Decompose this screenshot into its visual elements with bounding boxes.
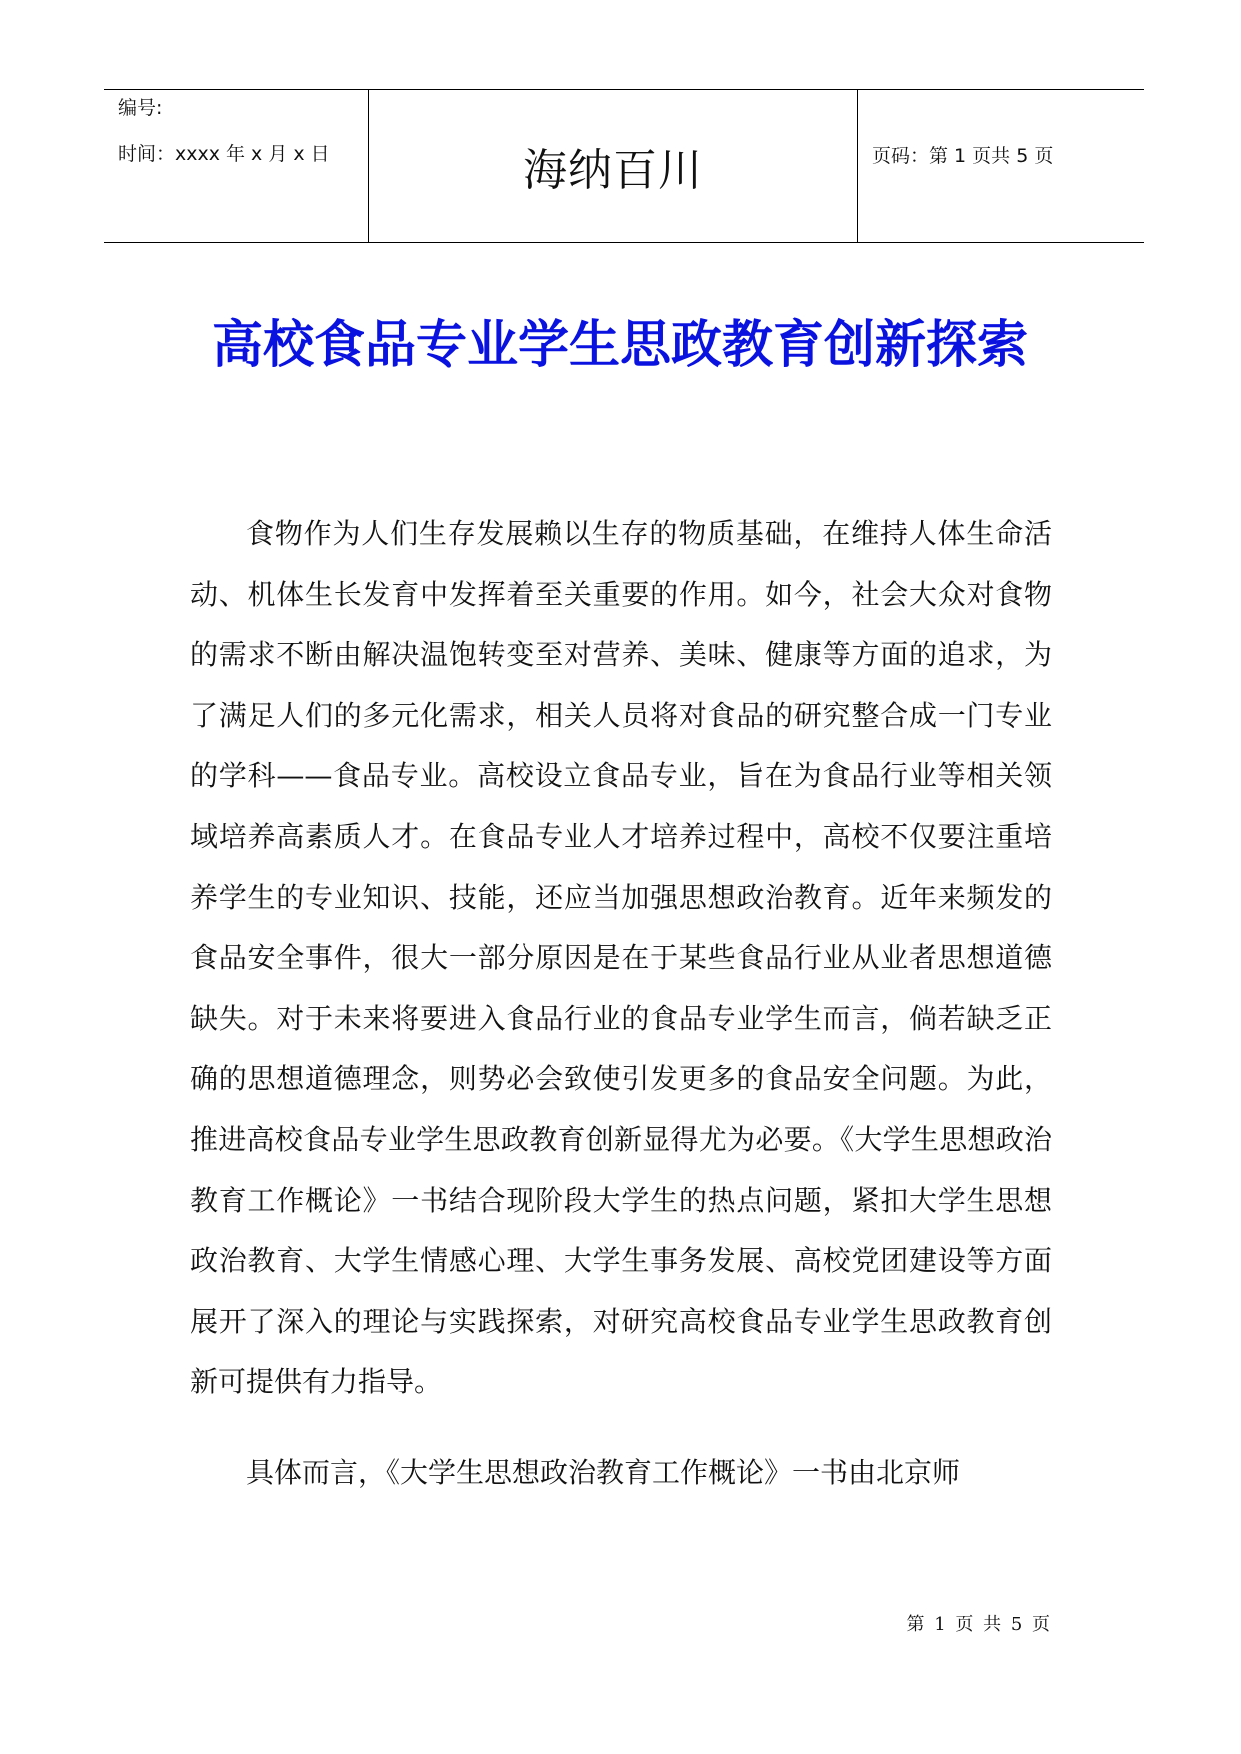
header-divider (368, 90, 369, 242)
header-divider (857, 90, 858, 242)
paragraph: 具体而言，《大学生思想政治教育工作概论》一书由北京师 (246, 1455, 961, 1489)
document-body (190, 504, 1052, 1534)
header-meta (118, 96, 363, 166)
date-label: 时间：xxxx 年 x 月 x 日 (118, 143, 330, 165)
serial-number-label: 编号: (118, 97, 163, 119)
document-header (104, 89, 1144, 243)
brand-title: 海纳百川 (523, 145, 703, 196)
page-indicator: 页码：第 1 页共 5 页 (872, 145, 1054, 167)
document-title: 高校食品专业学生思政教育创新探索 (211, 316, 1028, 375)
paragraph: 食物作为人们生存发展赖以生存的物质基础，在维持人体生命活动、机体生长发育中发挥着至关重要的作用。如今，社会大众对食物的需求不断由解决温饱转变至对营养、美味、健康等方面的追求，为了满足人们的多元化需求，相关人员将对食品的研究整合成一门专业的学科——食品专业。高校设立食品专业，旨在为食品行业等相关领域培养高素质人才。在食品专业人才培养过程中，高校不仅要注重培养学生的专业知识、技能，还应当加强思想政治教育。近年来频发的食品安全事件，很大一部分原因是在于某些食品行业从业者思想道德缺失。对于未来将要进入食品行业的食品专业学生而言，倘若缺乏正确的思想道德理念，则势必会致使引发更多的食品安全问题。为此，推进高校食品专业学生思政教育创新显得尤为必要。《大学生思想政治教育工作概论》一书结合现阶段大学生的热点问题，紧扣大学生思想政治教育、大学生情感心理、大学生事务发展、高校党团建设等方面展开了深入的理论与实践探索，对研究高校食品专业学生思政教育创新可提供有力指导。 (190, 517, 1052, 1399)
page-footer: 第 1 页 共 5 页 (906, 1614, 1052, 1635)
